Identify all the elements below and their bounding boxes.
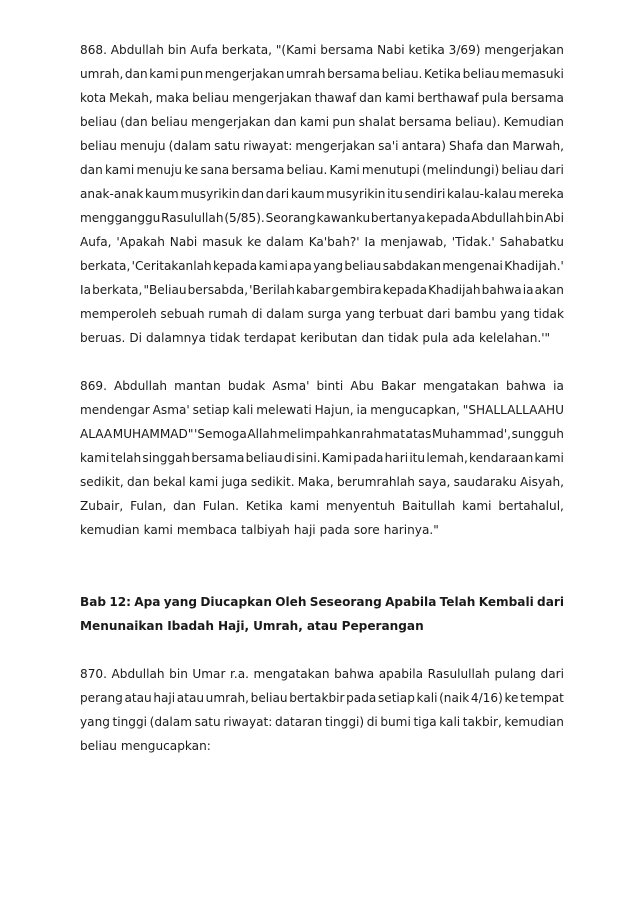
text-line: kemudian kami membaca talbiyah haji pada sore harinya." <box>80 523 439 537</box>
text-line: kami telah singgah bersama beliau di sini. Kami pada hari itu lemah, kendaraan kami <box>80 451 564 465</box>
text-line: kota Mekah, maka beliau mengerjakan thawaf dan kami berthawaf pula bersama <box>80 91 564 105</box>
text-line: Zubair, Fulan, dan Fulan. Ketika kami menyentuh Baitullah kami bertahalul, <box>80 499 564 513</box>
chapter-heading <box>80 590 564 638</box>
text-line: 868. Abdullah bin Aufa berkata, "(Kami bersama Nabi ketika 3/69) mengerjakan <box>80 43 564 57</box>
text-line: beliau menuju (dalam satu riwayat: mengerjakan sa'i antara) Shafa dan Marwah, <box>80 139 564 153</box>
text-line: Menunaikan Ibadah Haji, Umrah, atau Peperangan <box>80 619 424 633</box>
text-line: Ia berkata, "Beliau bersabda, 'Berilah kabar gembira kepada Khadijah bahwa ia akan <box>80 283 564 297</box>
text-line: sedikit, dan bekal kami juga sedikit. Maka, berumrahlah saya, saudaraku Aisyah, <box>80 475 564 489</box>
text-line: 869. Abdullah mantan budak Asma' binti Abu Bakar mengatakan bahwa ia <box>80 379 564 393</box>
text-line: mengganggu Rasulullah (5/85). Seorang kawanku bertanya kepada Abdullah bin Abi <box>80 211 564 225</box>
document-page <box>80 38 564 782</box>
section-spacer <box>80 566 564 590</box>
paragraph-868 <box>80 38 564 350</box>
text-line: Aufa, 'Apakah Nabi masuk ke dalam Ka'bah?' Ia menjawab, 'Tidak.' Sahabatku <box>80 235 564 249</box>
text-line: mendengar Asma' setiap kali melewati Hajun, ia mengucapkan, "SHALLALLAAHU <box>80 403 564 417</box>
text-line: memperoleh sebuah rumah di dalam surga yang terbuat dari bambu yang tidak <box>80 307 564 321</box>
text-line: 870. Abdullah bin Umar r.a. mengatakan bahwa apabila Rasulullah pulang dari <box>80 667 564 681</box>
text-line: beruas. Di dalamnya tidak terdapat keributan dan tidak pula ada kelelahan.'" <box>80 331 551 345</box>
text-line: Bab 12: Apa yang Diucapkan Oleh Seseorang Apabila Telah Kembali dari <box>80 595 564 609</box>
text-line: dan kami menuju ke sana bersama beliau. Kami menutupi (melindungi) beliau dari <box>80 163 564 177</box>
text-line: yang tinggi (dalam satu riwayat: dataran tinggi) di bumi tiga kali takbir, kemudian <box>80 715 564 729</box>
text-line: perang atau haji atau umrah, beliau bertakbir pada setiap kali (naik 4/16) ke tempat <box>80 691 564 705</box>
paragraph-869 <box>80 374 564 542</box>
paragraph-870 <box>80 662 564 758</box>
text-line: berkata, 'Ceritakanlah kepada kami apa yang beliau sabdakan mengenai Khadijah.' <box>80 259 564 273</box>
text-line: beliau (dan beliau mengerjakan dan kami pun shalat bersama beliau). Kemudian <box>80 115 564 129</box>
text-line: umrah, dan kami pun mengerjakan umrah bersama beliau. Ketika beliau memasuki <box>80 67 564 81</box>
text-line: ALAA MUHAMMAD" 'Semoga Allah melimpahkan rahmat atas Muhammad', sungguh <box>80 427 564 441</box>
text-line: anak-anak kaum musyrikin dan dari kaum musyrikin itu sendiri kalau-kalau mereka <box>80 187 564 201</box>
text-line: beliau mengucapkan: <box>80 739 211 753</box>
